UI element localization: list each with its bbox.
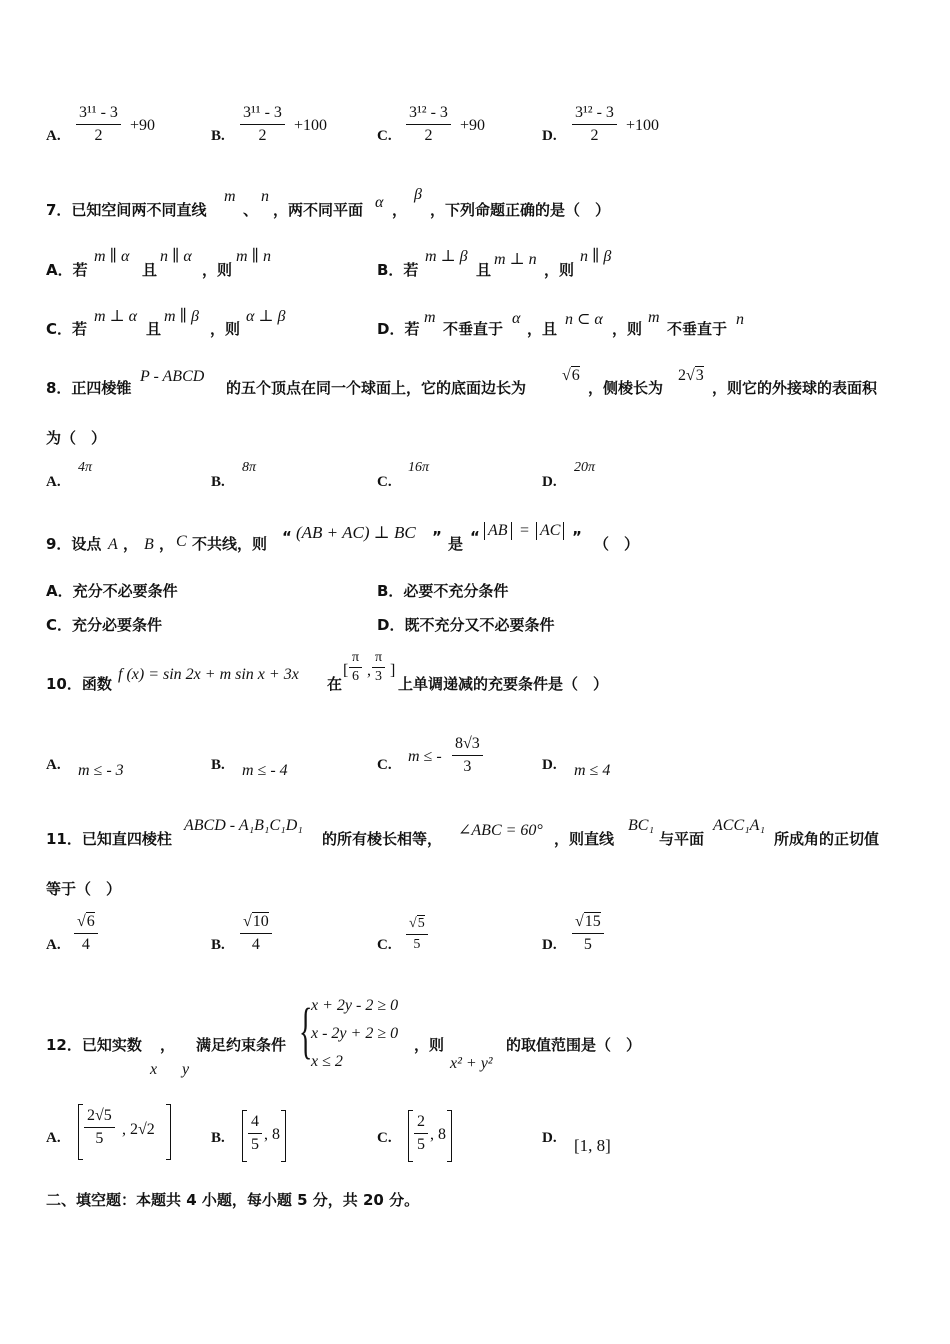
q11-line: BC₁ (628, 817, 655, 834)
q7-b-expr1: m ⊥ β (425, 248, 468, 265)
q10-interval-right: $\frac{\pi}{3}$ (372, 649, 385, 686)
q12-stem-a: 12．已知实数 (46, 1036, 142, 1054)
q8-option-d-label: D. (542, 474, 557, 490)
q9-stem-b: 不共线，则 (192, 535, 268, 553)
q12-option-d-label: D. (542, 1130, 557, 1146)
q8-option-a-value: 4π (78, 460, 93, 475)
q7-c-label: C．若 (46, 320, 88, 338)
q9-point-b: B (144, 536, 154, 553)
q6-option-b-fraction: $\frac{\text{3¹¹ - 3}}{2}$ (240, 102, 285, 147)
q7-a-mid: 且 (142, 261, 158, 279)
q10-option-c-label: C. (377, 757, 392, 773)
q10-option-d-value: m ≤ 4 (574, 762, 611, 779)
q10-stem-b: 上单调递减的充要条件是（ ） (398, 675, 609, 693)
q7-comma: ， (392, 201, 408, 219)
q8-stem-d: ，则它的外接球的表面积 (712, 379, 878, 397)
q7-d-expr4: m (648, 309, 660, 326)
q6-option-b-label: B. (211, 128, 225, 144)
q11-stem-e: 所成角的正切值 (774, 830, 880, 848)
q12-option-a-label: A. (46, 1130, 61, 1146)
q7-a-label: A．若 (46, 261, 88, 279)
q7-alpha: α (375, 194, 384, 211)
q8-stem-c: ，侧棱长为 (588, 379, 664, 397)
q11-prism: ABCD - A₁B₁C₁D₁ (184, 817, 303, 834)
q11-option-c-label: C. (377, 937, 392, 953)
q6-option-c-tail: +90 (460, 117, 486, 134)
q9-equals: = (520, 522, 530, 539)
q9-comma-1: ， (123, 535, 139, 553)
q11-stem-b: 的所有棱长相等， (322, 830, 443, 848)
q10-interval-close: ] (390, 662, 396, 679)
q8-option-c-label: C. (377, 474, 392, 490)
q9-comma-2: ， (159, 535, 175, 553)
q11-option-b-fraction: $\frac{√10}{4}$ (240, 911, 272, 956)
q6-option-d-tail: +100 (626, 117, 660, 134)
q12-option-b-fraction: $\frac{4}{5}$ (248, 1111, 262, 1156)
q7-d-expr2: α (512, 310, 521, 327)
q7-b-label: B．若 (377, 261, 419, 279)
q10-option-a-value: m ≤ - 3 (78, 762, 124, 779)
q12-stem-b: 满足约束条件 (196, 1036, 287, 1054)
q7-beta: β (414, 186, 422, 203)
q11-option-d-label: D. (542, 937, 557, 953)
q12-var-y: y (182, 1061, 190, 1078)
q12-option-b-label: B. (211, 1130, 225, 1146)
q11-plane: ACC₁A₁ (713, 817, 766, 834)
q9-point-a: A (108, 536, 118, 553)
q12-stem-c: 的取值范围是（ ） (506, 1036, 642, 1054)
q10-option-a-label: A. (46, 757, 61, 773)
q9-quote-open-2: “ (470, 528, 480, 546)
q11-option-c-fraction: $\frac{√5}{5}$ (406, 914, 428, 955)
q7-a-expr3: m ∥ n (236, 248, 271, 265)
q9-option-b: B．必要不充分条件 (377, 582, 509, 600)
q7-d-expr1: m (424, 309, 436, 326)
q10-option-d-label: D. (542, 757, 557, 773)
q7-c-expr1: m ⊥ α (94, 308, 137, 325)
q9-quote-open-1: “ (282, 528, 292, 546)
q7-sep: 、 (243, 201, 259, 219)
q7-c-expr3: α ⊥ β (246, 308, 286, 325)
q7-d-text3: ，则 (612, 320, 643, 338)
q7-b-then: ，则 (544, 261, 575, 279)
q8-pyramid: P - ABCD (140, 368, 205, 385)
section-2-heading: 二、填空题：本题共 4 小题，每小题 5 分，共 20 分。 (46, 1191, 420, 1209)
q12-option-b-bracket-left (242, 1110, 247, 1162)
q12-option-a-bracket-right (166, 1104, 171, 1160)
q8-option-c-value: 16π (408, 460, 430, 475)
q10-option-c-prefix: m ≤ - (408, 748, 442, 765)
q11-option-d-fraction: $\frac{√15}{5}$ (572, 911, 604, 956)
q11-option-a-fraction: $\frac{√6}{4}$ (74, 911, 98, 956)
q6-option-d-fraction: $\frac{\text{3¹² - 3}}{2}$ (572, 102, 617, 147)
q9-abs-ac: AC (536, 522, 564, 540)
q6-option-a-label: A. (46, 128, 61, 144)
q12-constraint-3: x ≤ 2 (311, 1053, 343, 1070)
q12-then: ，则 (414, 1036, 445, 1054)
q11-option-a-label: A. (46, 937, 61, 953)
q7-stem-a: 7．已知空间两不同直线 (46, 201, 207, 219)
q9-quote-close-2: ” (572, 528, 582, 546)
q7-b-expr2: m ⊥ n (494, 251, 537, 268)
q9-tail: （ ） (594, 535, 640, 553)
q7-a-expr2: n ∥ α (160, 248, 192, 265)
q10-function: f (x) = sin 2x + m sin x + 3x (118, 666, 299, 683)
q10-in: 在 (327, 675, 343, 693)
q12-option-c-bracket-left (408, 1110, 413, 1162)
q10-interval-comma: , (367, 662, 371, 679)
q8-option-a-label: A. (46, 474, 61, 490)
q12-comma: ， (160, 1036, 176, 1054)
q12-expression: x² + y² (450, 1055, 493, 1072)
q10-option-b-value: m ≤ - 4 (242, 762, 288, 779)
q8-stem-a: 8．正四棱锥 (46, 379, 132, 397)
q7-d-expr5: n (736, 311, 744, 328)
q9-option-a: A．充分不必要条件 (46, 582, 178, 600)
q9-quote-close-1: ” (432, 528, 442, 546)
q9-is: 是 (448, 535, 464, 553)
q12-option-c-fraction: $\frac{2}{5}$ (414, 1111, 428, 1156)
q6-option-d-label: D. (542, 128, 557, 144)
q8-base-edge: √6 (562, 367, 580, 384)
q12-option-d-value: [1, 8] (574, 1136, 611, 1155)
q7-c-mid: 且 (146, 320, 162, 338)
q7-a-expr1: m ∥ α (94, 248, 130, 265)
q9-condition-1: (AB + AC) ⊥ BC (296, 523, 416, 542)
q12-option-b-bracket-right (281, 1110, 286, 1162)
q12-system-brace: { (299, 997, 313, 1065)
q9-point-c: C (176, 533, 187, 550)
q6-option-c-fraction: $\frac{\text{3¹² - 3}}{2}$ (406, 102, 451, 147)
q10-stem-a: 10．函数 (46, 675, 112, 693)
q12-var-x: x (150, 1061, 158, 1078)
q6-option-b-tail: +100 (294, 117, 328, 134)
q7-b-expr3: n ∥ β (580, 248, 612, 265)
q12-option-b-rest: , 8 (264, 1126, 280, 1143)
q9-option-c: C．充分必要条件 (46, 616, 163, 634)
q11-stem-a: 11．已知直四棱柱 (46, 830, 172, 848)
q11-stem-c: ，则直线 (554, 830, 615, 848)
q6-option-a-fraction: $\frac{\text{3¹¹ - 3}}{2}$ (76, 102, 121, 147)
q7-d-text1: 不垂直于 (443, 320, 504, 338)
q7-c-then: ，则 (210, 320, 241, 338)
q9-abs-ab: AB (484, 522, 512, 540)
q10-option-c-fraction: $\frac{8√3}{3}$ (452, 733, 483, 778)
q12-option-c-bracket-right (447, 1110, 452, 1162)
q7-b-mid: 且 (476, 261, 492, 279)
q8-option-b-label: B. (211, 474, 225, 490)
q12-option-a-fraction: $\frac{2√5}{5}$ (84, 1105, 115, 1150)
q8-option-d-value: 20π (574, 460, 596, 475)
q12-constraint-1: x + 2y - 2 ≥ 0 (311, 997, 399, 1014)
q11-stem-d: 与平面 (659, 830, 705, 848)
q6-option-c-label: C. (377, 128, 392, 144)
q7-stem-c: ，下列命题正确的是（ ） (430, 201, 611, 219)
q7-stem-b: ，两不同平面 (273, 201, 364, 219)
q11-angle: ∠ABC = 60° (458, 822, 543, 839)
q11-option-b-label: B. (211, 937, 225, 953)
q8-stem-b: 的五个顶点在同一个球面上，它的底面边长为 (226, 379, 527, 397)
q7-a-then: ，则 (202, 261, 233, 279)
q12-constraint-2: x - 2y + 2 ≥ 0 (311, 1025, 399, 1042)
q10-interval-open: [ (343, 662, 349, 679)
q7-d-expr3: n ⊂ α (565, 311, 603, 328)
q12-option-c-rest: , 8 (430, 1126, 446, 1143)
q7-d-label: D．若 (377, 320, 420, 338)
q7-c-expr2: m ∥ β (164, 308, 199, 325)
q7-n: n (261, 188, 269, 205)
q7-d-text2: ，且 (527, 320, 558, 338)
q12-option-a-rest: , 2√2 (122, 1121, 155, 1138)
q7-d-text4: 不垂直于 (667, 320, 728, 338)
q7-m: m (224, 188, 236, 205)
q8-side-edge: 2√3 (678, 367, 704, 384)
q11-stem-f: 等于（ ） (46, 880, 122, 898)
q8-option-b-value: 8π (242, 460, 257, 475)
q6-option-a-tail: +90 (130, 117, 156, 134)
q10-option-b-label: B. (211, 757, 225, 773)
q9-option-d: D．既不充分又不必要条件 (377, 616, 555, 634)
q9-stem-a: 9．设点 (46, 535, 102, 553)
q8-stem-e: 为（ ） (46, 429, 107, 447)
q12-option-a-bracket-left (78, 1104, 83, 1160)
q10-interval-left: $\frac{\pi}{6}$ (349, 649, 362, 686)
q12-option-c-label: C. (377, 1130, 392, 1146)
